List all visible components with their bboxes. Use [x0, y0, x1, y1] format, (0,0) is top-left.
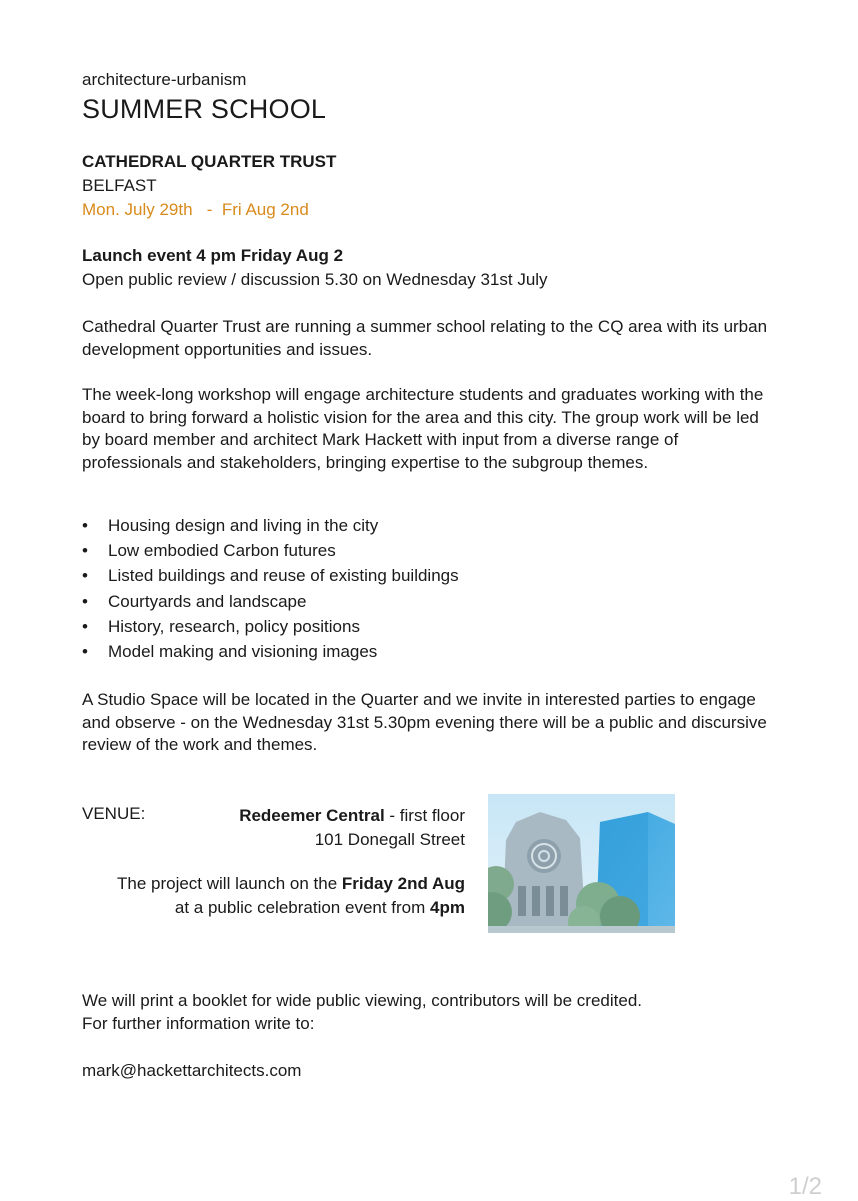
building-photo-illustration — [488, 794, 675, 933]
bullet-icon: • — [82, 566, 88, 586]
venue-floor: - first floor — [384, 806, 465, 825]
theme-label: Model making and visioning images — [108, 641, 378, 661]
list-item — [82, 565, 459, 590]
bullet-icon: • — [82, 641, 88, 661]
theme-label: History, research, policy positions — [108, 616, 360, 636]
list-item — [82, 540, 459, 565]
public-review-line: Open public review / discussion 5.30 on Wednesday 31st July — [82, 270, 548, 289]
venue-address: 101 Donegall Street — [314, 830, 465, 849]
booklet-line: We will print a booklet for wide public viewing, contributors will be credited. — [82, 991, 642, 1010]
theme-label: Low embodied Carbon futures — [108, 541, 336, 561]
themes-list — [82, 515, 459, 666]
theme-label: Housing design and living in the city — [108, 516, 379, 535]
launch-prefix: The project will launch on the — [116, 874, 342, 893]
list-item — [82, 641, 459, 666]
launch-details — [82, 872, 465, 920]
list-item — [82, 616, 459, 641]
booklet-paragraph — [82, 990, 772, 1035]
venue-details — [82, 804, 465, 852]
event-dates: Mon. July 29th - Fri Aug 2nd — [82, 200, 309, 219]
venue-photo — [488, 794, 675, 933]
theme-label: Courtyards and landscape — [108, 591, 307, 611]
page-title: SUMMER SCHOOL — [82, 94, 327, 124]
launch-time: 4pm — [430, 898, 465, 917]
launch-mid: at a public celebration event from — [174, 898, 431, 917]
theme-label: Listed buildings and reuse of existing buildings — [108, 566, 459, 586]
list-item — [82, 515, 459, 540]
kicker-text: architecture-urbanism — [82, 70, 247, 89]
launch-event-line: Launch event 4 pm Friday Aug 2 — [82, 246, 344, 265]
page-number: 1/2 — [788, 1173, 822, 1200]
info-line: For further information write to: — [82, 1013, 315, 1033]
organisation-name: CATHEDRAL QUARTER TRUST — [82, 152, 337, 171]
studio-paragraph: A Studio Space will be located in the Quarter and we invite in interested parties to engage and observe - on the Wednesday 31st 5.30pm evening there will be a public and discursive review of the work and themes. — [82, 690, 767, 754]
city-name: BELFAST — [82, 176, 157, 195]
contact-email: mark@hackettarchitects.com — [82, 1061, 302, 1080]
list-item — [82, 591, 459, 616]
launch-date: Friday 2nd Aug — [341, 874, 465, 893]
bullet-icon: • — [82, 516, 88, 535]
venue-label: VENUE: — [82, 804, 146, 823]
bullet-icon: • — [82, 591, 88, 611]
workshop-paragraph: The week-long workshop will engage architecture students and graduates working with the board to bring forward a holistic vision for the area and this city. The group work will be led by board member and architect Mark Hackett with input from a diverse range of professionals and stakeholders, bringing expertise to the subgroup themes. — [82, 385, 764, 472]
venue-name: Redeemer Central — [239, 806, 385, 825]
bullet-icon: • — [82, 616, 88, 636]
bullet-icon: • — [82, 541, 88, 561]
intro-paragraph: Cathedral Quarter Trust are running a summer school relating to the CQ area with its urban development opportunities and issues. — [82, 317, 768, 359]
